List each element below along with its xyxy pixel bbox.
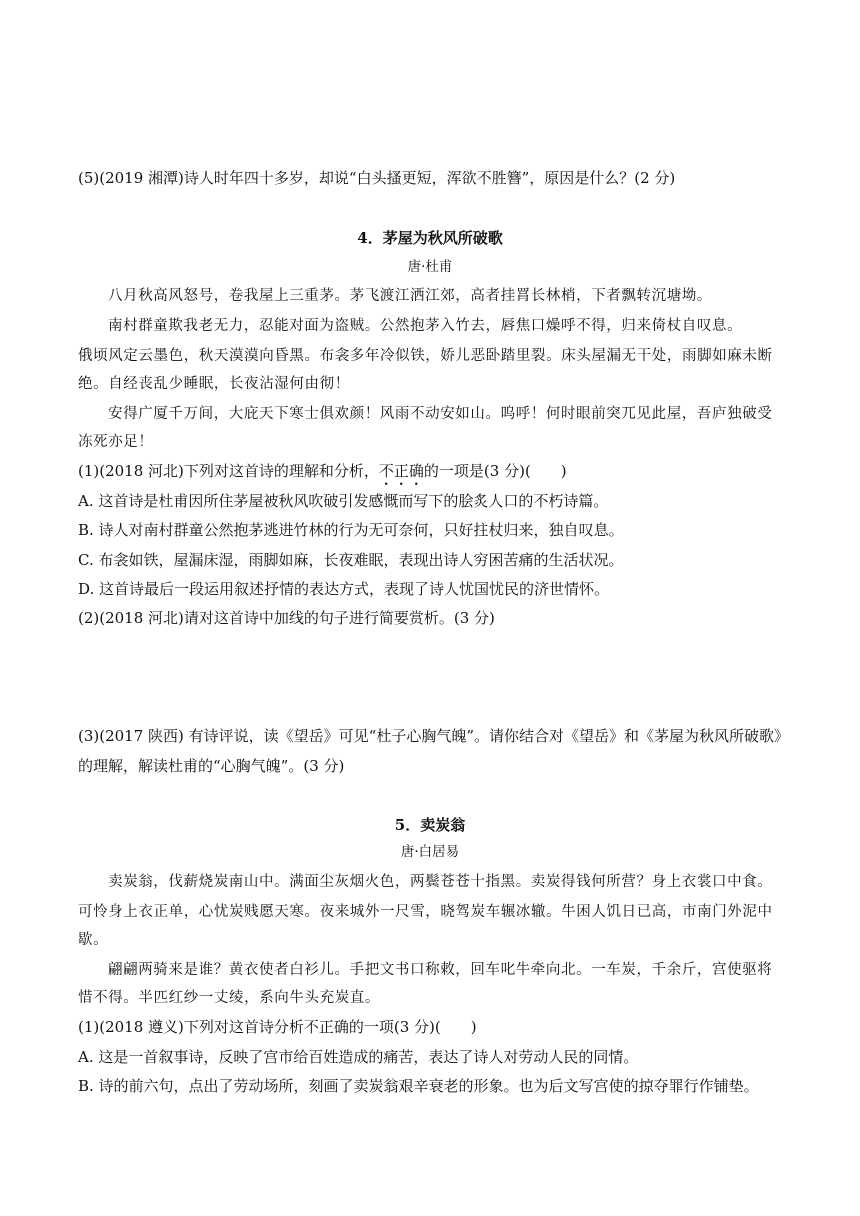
poem-line: 卖炭翁，伐薪烧炭南山中。满面尘灰烟火色，两鬓苍苍十指黑。卖炭得钱何所营？身上衣裳口中食。 xyxy=(108,874,773,890)
option-c: C. 布衾如铁，屋漏床湿，雨脚如麻，长夜难眠，表现出诗人穷困苦痛的生活状况。 xyxy=(78,551,624,569)
section-4-question-1 xyxy=(78,461,788,489)
question-text: 的一项是(3 分)( ) xyxy=(423,462,567,480)
option-b: B. 诗的前六句，点出了劳动场所，刻画了卖炭翁艰辛衰老的形象。也为后文写宫使的掠夺罪行作铺垫。 xyxy=(78,1077,759,1095)
poem-line: 八月秋高风怒号，卷我屋上三重茅。茅飞渡江洒江郊，高者挂罥长林梢，下者飘转沉塘坳。 xyxy=(108,288,712,304)
section-5-author: 唐·白居易 xyxy=(400,844,460,860)
poem-line: 惜不得。半匹红纱一丈绫，系向牛头充炭直。 xyxy=(78,990,380,1006)
option-a: A. 这是一首叙事诗，反映了宫市给百姓造成的痛苦，表达了诗人对劳动人民的同情。 xyxy=(78,1048,639,1066)
poem-line: 翩翩两骑来是谁？黄衣使者白衫儿。手把文书口称敕，回车叱牛牵向北。一车炭，千余斤，宫使驱将 xyxy=(108,962,773,978)
option-d: D. 这首诗最后一段运用叙述抒情的表达方式，表现了诗人忧国忧民的济世情怀。 xyxy=(78,580,610,598)
emphasized-text: 不正确 xyxy=(378,462,424,480)
poem-line: 绝。自经丧乱少睡眠，长夜沾湿何由彻！ xyxy=(78,376,350,392)
poem-line: 南村群童欺我老无力，忍能对面为盗贼。公然抱茅入竹去，唇焦口燥呼不得，归来倚杖自叹息。 xyxy=(108,318,743,334)
section-4-question-2: (2)(2018 河北)请对这首诗中加线的句子进行简要赏析。(3 分) xyxy=(78,609,495,627)
section-4-question-3: (3)(2017 陕西) 有诗评说，读《望岳》可见“杜子心胸气魄”。请你结合对《望岳》和《茅屋为秋风所破歌》 xyxy=(78,727,790,745)
poem-line: 安得广厦千万间，大庇天下寒士俱欢颜！风雨不动安如山。呜呼！何时眼前突兀见此屋，吾庐独破受 xyxy=(108,406,773,422)
poem-line: 歇。 xyxy=(78,932,109,948)
poem-line: 可怜身上衣正单，心忧炭贱愿天寒。夜来城外一尺雪，晓驾炭车辗冰辙。牛困人饥日已高，市南门外泥中 xyxy=(78,904,773,920)
question-3-5: (5)(2019 湘潭)诗人时年四十多岁，却说“白头搔更短，浑欲不胜簪”，原因是什么？(2 分) xyxy=(78,169,676,187)
section-4-author: 唐·杜甫 xyxy=(407,259,453,275)
question-text: (1)(2018 河北)下列对这首诗的理解和分析， xyxy=(78,462,379,480)
section-5-question-1: (1)(2018 遵义)下列对这首诗分析不正确的一项(3 分)( ) xyxy=(78,1018,477,1036)
option-b: B. 诗人对南村群童公然抱茅逃进竹林的行为无可奈何，只好拄杖归来，独自叹息。 xyxy=(78,521,624,539)
option-a: A. 这首诗是杜甫因所住茅屋被秋风吹破引发感慨而写下的脍炙人口的不朽诗篇。 xyxy=(78,492,609,510)
poem-line: 冻死亦足！ xyxy=(78,434,154,450)
poem-line: 俄顷风定云墨色，秋天漠漠向昏黑。布衾多年冷似铁，娇儿恶卧踏里裂。床头屋漏无干处，雨脚如麻未断 xyxy=(78,348,773,364)
section-4-title: 4．茅屋为秋风所破歌 xyxy=(357,229,503,247)
section-5-title: 5．卖炭翁 xyxy=(394,816,466,834)
section-4-question-3-cont: 的理解，解读杜甫的“心胸气魄”。(3 分) xyxy=(78,757,345,775)
